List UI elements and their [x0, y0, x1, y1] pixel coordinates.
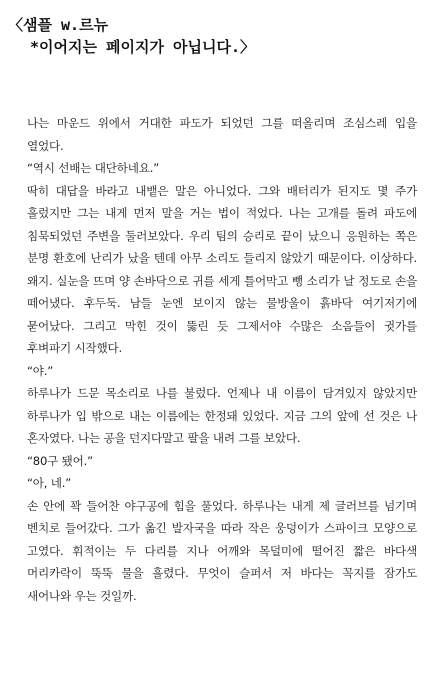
sample-header: [8, 14, 438, 58]
paragraph: 딱히 대답을 바라고 내뱉은 말은 아니었다. 그와 배터리가 된지도 몇 주가 흘렀지만 그는 내게 먼저 말을 거는 법이 적었다. 나는 고개를 돌려 파도에 침묵되었던 주변을 둘러보았다. 우리 팀의 승리로 끝이 났으니 응원하는 쪽은 분명 환호에 난리가 났을 텐데 아무 소리도 들리지 않았기 때문이다. 이상하다. 왜지. 실눈을 뜨며 양 손바닥으로 귀를 세게 틀어막고 뺑 소리가 날 정도로 손을 떼어냈다. 후두둑. 남들 눈엔 보이지 않는 물방울이 흙바닥 여기저기에 묻어났다. 그리고 막힌 것이 뚫린 듯 그제서야 수많은 소음들이 귓가를 후벼파기 시작했다.: [27, 183, 417, 355]
dialogue-line: “야.”: [27, 363, 54, 378]
dialogue-line: “아, 네.”: [27, 476, 72, 490]
header-notice: *이어지는 페이지가 아닙니다.〉: [30, 38, 256, 56]
paragraph: 손 안에 꽉 들어찬 야구공에 힘을 풀었다. 하루나는 내게 제 글러브를 넘기며 벤치로 들어갔다. 그가 옮긴 발자국을 따라 작은 웅덩이가 스파이크 모양으로 고였다. 휘적이는 두 다리를 지나 어깨와 목덜미에 떨어진 짧은 바다색 머리카락이 뚝뚝 물을 흘렸다. 무엇이 슬퍼서 저 바다는 꼭지를 잠가도 새어나와 우는 것일까.: [27, 498, 417, 603]
paragraph: 하루나가 드문 목소리로 나를 불렀다. 언제나 내 이름이 담겨있지 않았지만 하루나가 입 밖으로 내는 이름에는 한정돼 있었다. 지금 그의 앞에 선 것은 나 혼자였다. 나는 공을 던지다말고 팔을 내려 그를 보았다.: [27, 386, 417, 445]
story-body: [27, 112, 417, 607]
paragraph: 나는 마운드 위에서 거대한 파도가 되었던 그를 떠올리며 조심스레 입을 열었다.: [27, 116, 417, 153]
dialogue-line: “역시 선배는 대단하네요.”: [27, 161, 160, 175]
header-title: 〈샘플 w.르뉴: [8, 16, 109, 34]
dialogue-line: “80구 됐어.”: [27, 453, 93, 468]
